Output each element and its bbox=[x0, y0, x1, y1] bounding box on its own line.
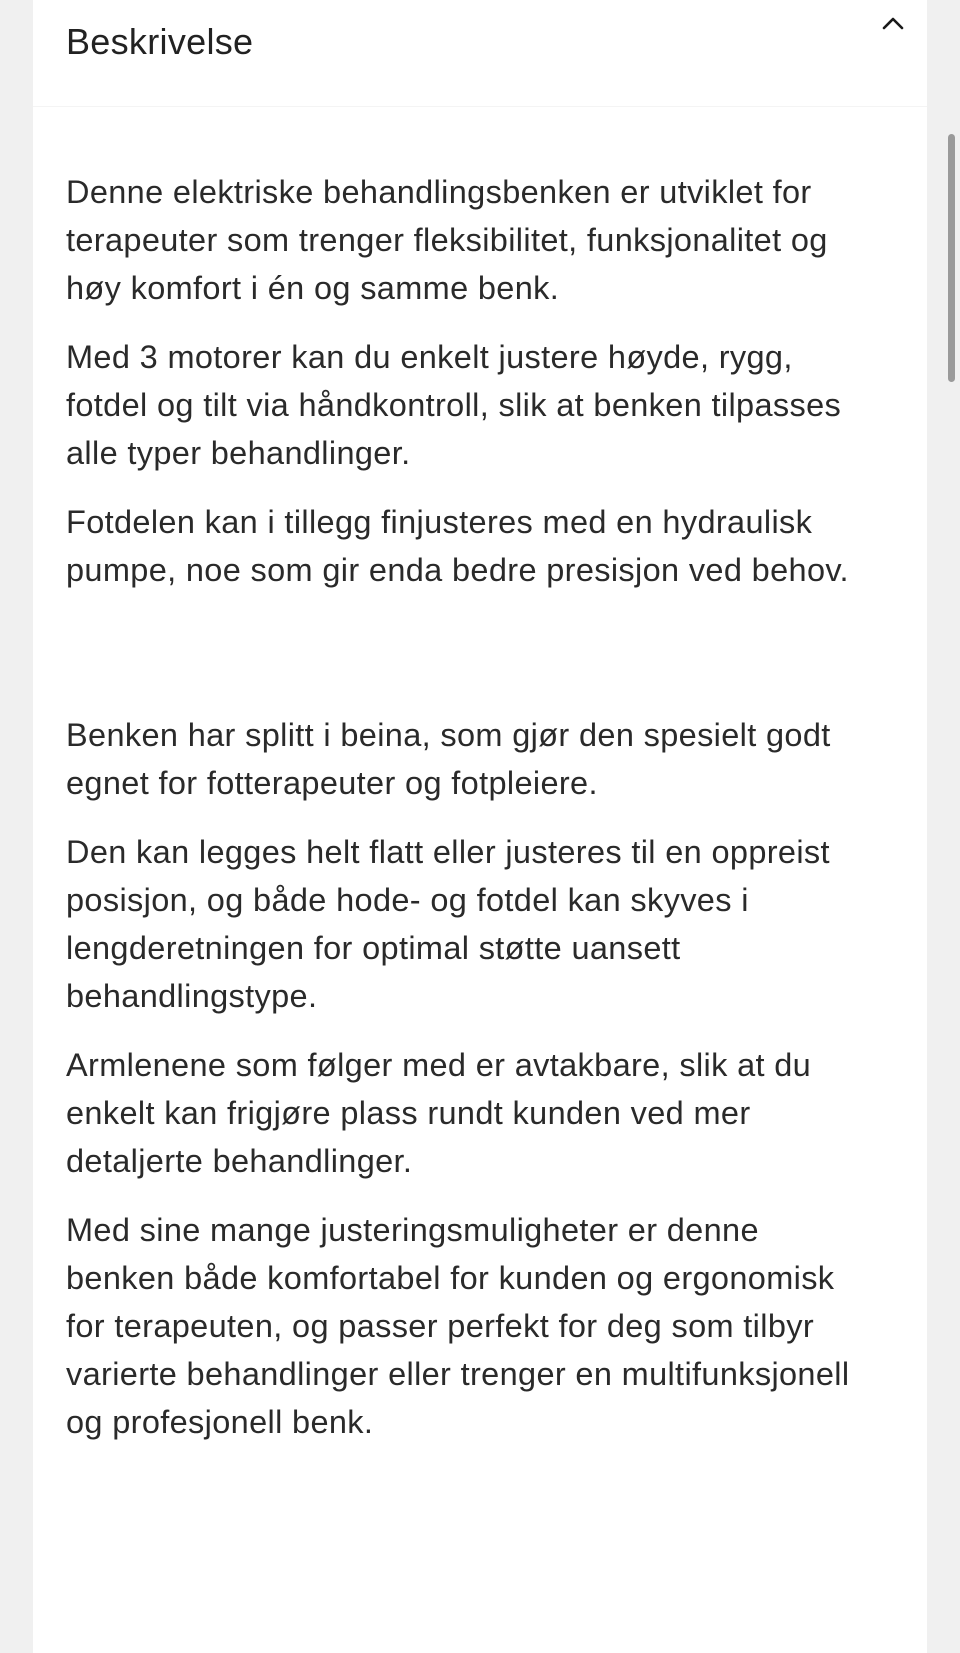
accordion-title: Beskrivelse bbox=[66, 21, 254, 62]
description-paragraph: Med sine mange justeringsmuligheter er denne benken både komfortabel for kunden og ergonomisk for terapeuten, og passer perfekt for deg som tilbyr varierte behandlinger eller trenger en multifunksjonell og profesjonell benk. bbox=[66, 1212, 850, 1440]
chevron-up-icon[interactable] bbox=[879, 13, 907, 33]
description-paragraph: Benken har splitt i beina, som gjør den spesielt godt egnet for fotterapeuter og fotpleiere. bbox=[66, 717, 831, 801]
description-content bbox=[66, 168, 856, 1467]
description-paragraph: Denne elektriske behandlingsbenken er utviklet for terapeuter som trenger fleksibilitet, funksjonalitet og høy komfort i én og samme benk. bbox=[66, 174, 828, 306]
description-paragraph: Armlenene som følger med er avtakbare, slik at du enkelt kan frigjøre plass rundt kunden ved mer detaljerte behandlinger. bbox=[66, 1047, 812, 1179]
description-paragraph: Fotdelen kan i tillegg finjusteres med en hydraulisk pumpe, noe som gir enda bedre presisjon ved behov. bbox=[66, 504, 849, 588]
scrollbar-thumb[interactable] bbox=[948, 134, 955, 382]
description-accordion-header[interactable] bbox=[33, 0, 927, 107]
description-paragraph: Den kan legges helt flatt eller justeres til en oppreist posisjon, og både hode- og fotdel kan skyves i lengderetningen for optimal støtte uansett behandlingstype. bbox=[66, 834, 830, 1014]
description-paragraph: Med 3 motorer kan du enkelt justere høyde, rygg, fotdel og tilt via håndkontroll, slik at benken tilpasses alle typer behandlinger. bbox=[66, 339, 842, 471]
